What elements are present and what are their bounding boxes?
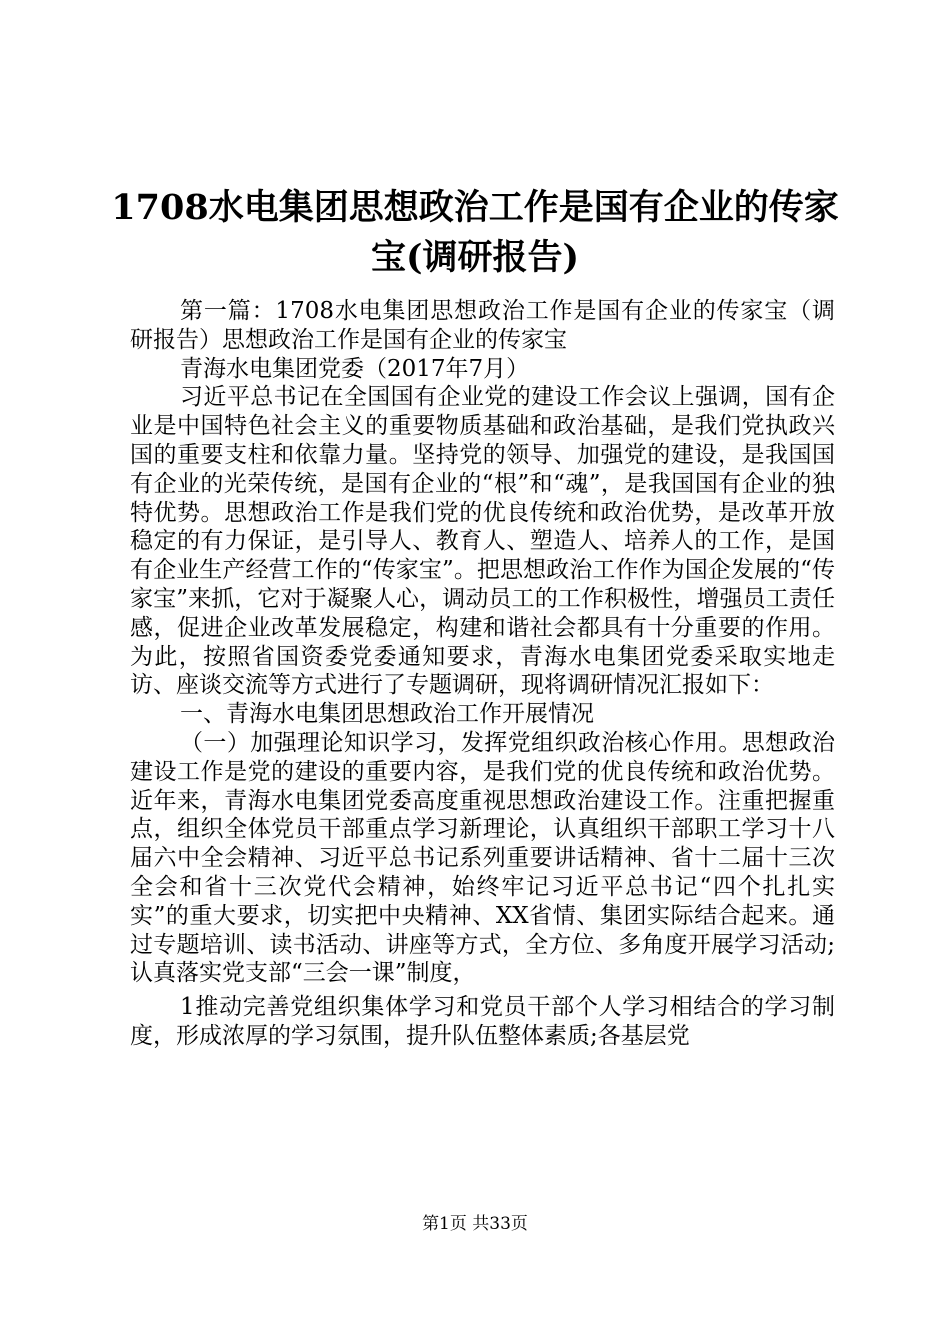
paragraph-author-date: 青海水电集团党委（2017年7月）: [180, 355, 530, 382]
paragraph-subsection-1: （一）加强理论知识学习，发挥党组织政治核心作用。思想政治建设工作是党的建设的重要内容，是我们党的优良传统和政治优势。近年来，青海水电集团党委高度重视思想政治建设工作。注重把握重点，组织全体党员干部重点学习新理论，认真组织干部职工学习十八届六中全会精神、习近平总书记系列重要讲话精神、省十二届十三次全会和省十三次党代会精神，始终牢记习近平总书记“四个扎扎实实”的重大要求，切实把中央精神、XX省情、集团实际结合起来。通过专题培训、读书活动、讲座等方式，全方位、多角度开展学习活动;认真落实党支部“三会一课”制度，: [130, 729, 835, 987]
document-body: [130, 297, 835, 1051]
paragraph-chapter-heading: 第一篇：1708水电集团思想政治工作是国有企业的传家宝（调研报告）思想政治工作是国有企业的传家宝: [130, 298, 835, 353]
paragraph-intro: 习近平总书记在全国国有企业党的建设工作会议上强调，国有企业是中国特色社会主义的重要物质基础和政治基础，是我们党执政兴国的重要支柱和依靠力量。坚持党的领导、加强党的建设，是我国国有企业的光荣传统，是国有企业的“根”和“魂”，是我国国有企业的独特优势。思想政治工作是我们党的优良传统和政治优势，是改革开放稳定的有力保证，是引导人、教育人、塑造人、培养人的工作，是国有企业生产经营工作的“传家宝”。把思想政治工作作为国企发展的“传家宝”来抓，它对于凝聚人心，调动员工的工作积极性，增强员工责任感，促进企业改革发展稳定，构建和谐社会都具有十分重要的作用。为此，按照省国资委党委通知要求，青海水电集团党委采取实地走访、座谈交流等方式进行了专题调研，现将调研情况汇报如下：: [130, 384, 835, 699]
page-footer: 第1页 共33页: [422, 1214, 528, 1234]
section-heading: 一、青海水电集团思想政治工作开展情况: [180, 701, 594, 728]
document-title: 1708水电集团思想政治工作是国有企业的传家宝(调研报告): [111, 187, 839, 278]
paragraph-item-1: 1推动完善党组织集体学习和党员干部个人学习相结合的学习制度，形成浓厚的学习氛围，提升队伍整体素质;各基层党: [130, 994, 835, 1049]
